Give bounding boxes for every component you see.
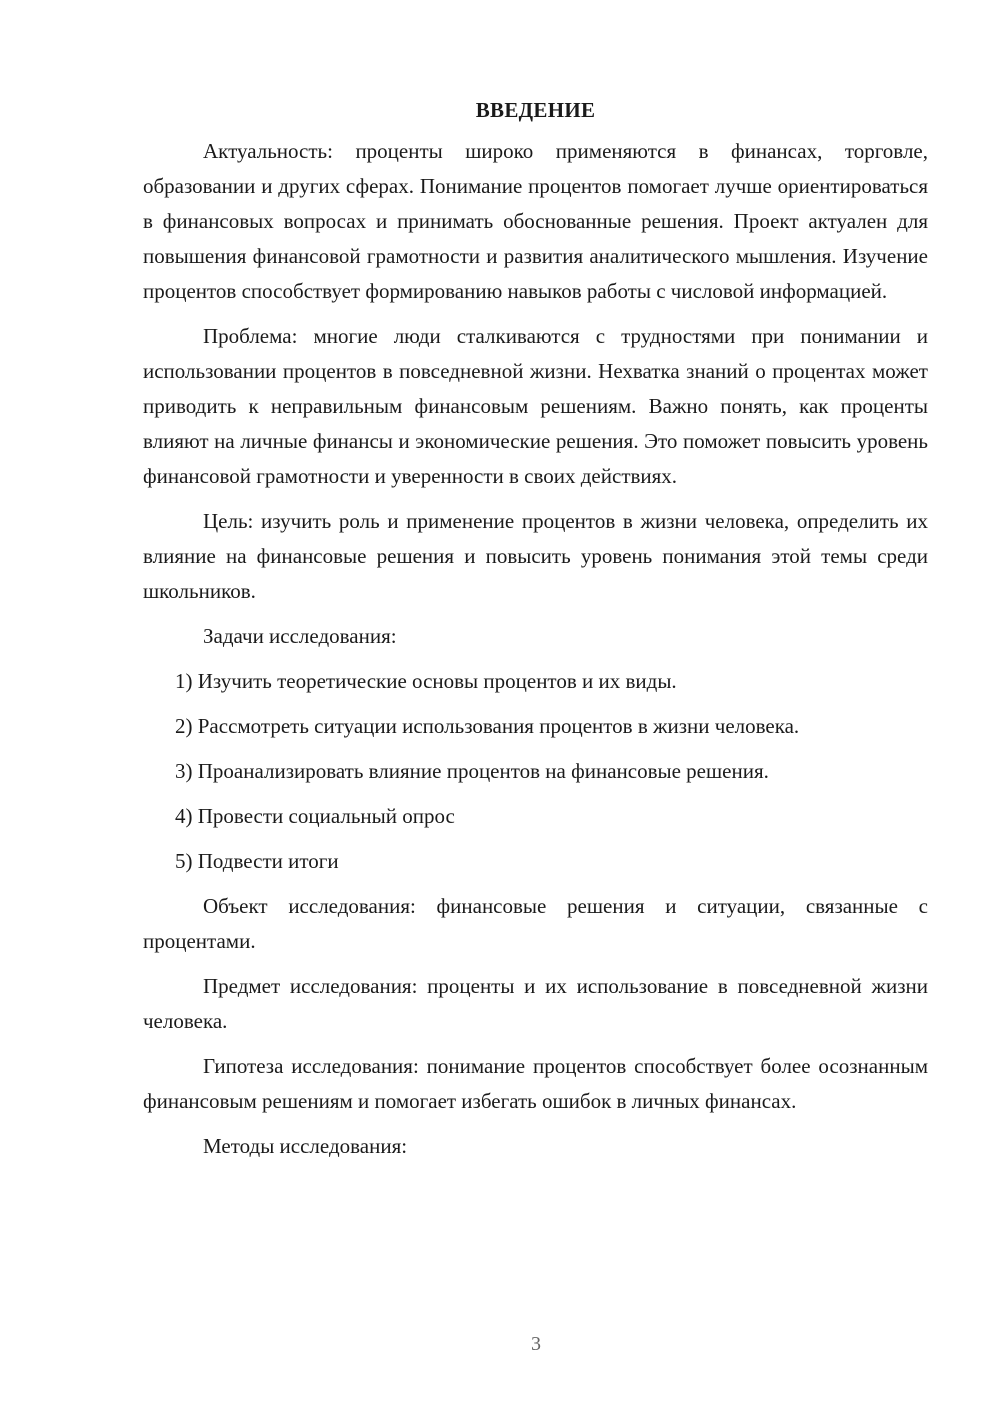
list-item: 2) Рассмотреть ситуации использования процентов в жизни человека. xyxy=(175,714,800,738)
list-item: 1) Изучить теоретические основы процентов и их виды. xyxy=(175,669,677,693)
page-content xyxy=(143,93,928,1174)
paragraph-problem: Проблема: многие люди сталкиваются с трудностями при понимании и использовании процентов в повседневной жизни. Нехватка знаний о процентах может приводить к неправильным финансовым решениям. Важно понять, как проценты влияют на личные финансы и экономические решения. Это поможет повысить уровень финансовой грамотности и уверенности в своих действиях. xyxy=(143,324,928,488)
list-item: 4) Провести социальный опрос xyxy=(175,804,455,828)
tasks-list xyxy=(143,664,928,879)
paragraph-hypothesis: Гипотеза исследования: понимание процентов способствует более осознанным финансовым решениям и помогает избегать ошибок в личных финансах. xyxy=(143,1054,928,1113)
page-number: 3 xyxy=(531,1333,541,1355)
list-item: 5) Подвести итоги xyxy=(175,849,339,873)
paragraph-relevance: Актуальность: проценты широко применяются в финансах, торговле, образовании и других сферах. Понимание процентов помогает лучше ориентироваться в финансовых вопросах и принимать обоснованные решения. Проект актуален для повышения финансовой грамотности и развития аналитического мышления. Изучение процентов способствует формированию навыков работы с числовой информацией. xyxy=(143,139,928,303)
paragraph-goal: Цель: изучить роль и применение процентов в жизни человека, определить их влияние на финансовые решения и повысить уровень понимания этой темы среди школьников. xyxy=(143,509,928,603)
methods-heading: Методы исследования: xyxy=(203,1134,408,1158)
tasks-heading: Задачи исследования: xyxy=(203,624,397,648)
paragraph-object: Объект исследования: финансовые решения и ситуации, связанные с процентами. xyxy=(143,894,928,953)
list-item: 3) Проанализировать влияние процентов на финансовые решения. xyxy=(175,759,769,783)
page-title: ВВЕДЕНИЕ xyxy=(475,98,596,122)
paragraph-subject: Предмет исследования: проценты и их использование в повседневной жизни человека. xyxy=(143,974,928,1033)
